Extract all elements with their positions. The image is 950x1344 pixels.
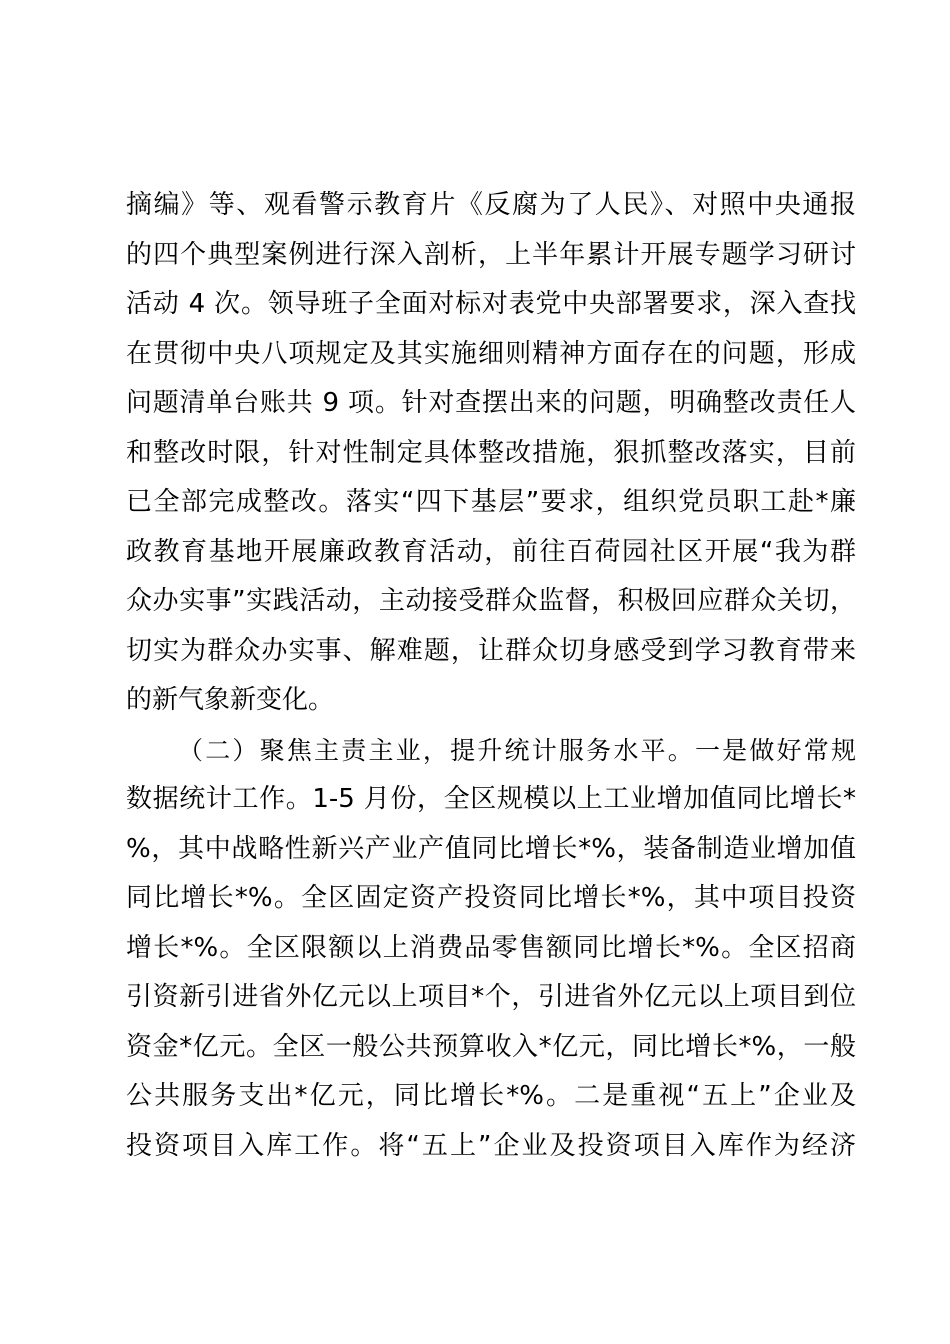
paragraph-line: 投资项目入库工作。将“五上”企业及投资项目入库作为经济 <box>126 1130 856 1161</box>
paragraph-line: %，其中战略性新兴产业产值同比增长*%，装备制造业增加值 <box>126 833 856 864</box>
paragraph-line: 数据统计工作。1-5 月份，全区规模以上工业增加值同比增长* <box>126 784 856 814</box>
paragraph-line: 公共服务支出*亿元，同比增长*%。二是重视“五上”企业及 <box>126 1081 856 1111</box>
paragraph-line: 政教育基地开展廉政教育活动，前往百荷园社区开展“我为群 <box>126 536 856 567</box>
paragraph-line: 在贯彻中央八项规定及其实施细则精神方面存在的问题，形成 <box>126 338 856 369</box>
paragraph-line: 的新气象新变化。 <box>126 685 335 715</box>
paragraph-line: 问题清单台账共 9 项。针对查摆出来的问题，明确整改责任人 <box>126 388 856 418</box>
paragraph-line: 同比增长*%。全区固定资产投资同比增长*%，其中项目投资 <box>126 883 856 913</box>
section-heading-line: （二）聚焦主责主业，提升统计服务水平。一是做好常规 <box>178 735 856 765</box>
paragraph-line: 已全部完成整改。落实“四下基层”要求，组织党员职工赴*廉 <box>126 487 856 517</box>
paragraph-line: 的四个典型案例进行深入剖析，上半年累计开展专题学习研讨 <box>126 239 856 270</box>
paragraph-line: 切实为群众办实事、解难题，让群众切身感受到学习教育带来 <box>126 635 856 666</box>
paragraph-line: 资金*亿元。全区一般公共预算收入*亿元，同比增长*%，一般 <box>126 1031 856 1062</box>
paragraph-line: 增长*%。全区限额以上消费品零售额同比增长*%。全区招商 <box>126 932 856 963</box>
paragraph-line: 和整改时限，针对性制定具体整改措施，狠抓整改落实，目前 <box>126 437 856 468</box>
document-body <box>126 181 856 1171</box>
paragraph-line: 摘编》等、观看警示教育片《反腐为了人民》、对照中央通报 <box>126 190 856 220</box>
paragraph-line: 众办实事”实践活动，主动接受群众监督，积极回应群众关切， <box>126 586 856 616</box>
paragraph-line: 活动 4 次。领导班子全面对标对表党中央部署要求，深入查找 <box>126 289 856 319</box>
paragraph-line: 引资新引进省外亿元以上项目*个，引进省外亿元以上项目到位 <box>126 982 856 1012</box>
